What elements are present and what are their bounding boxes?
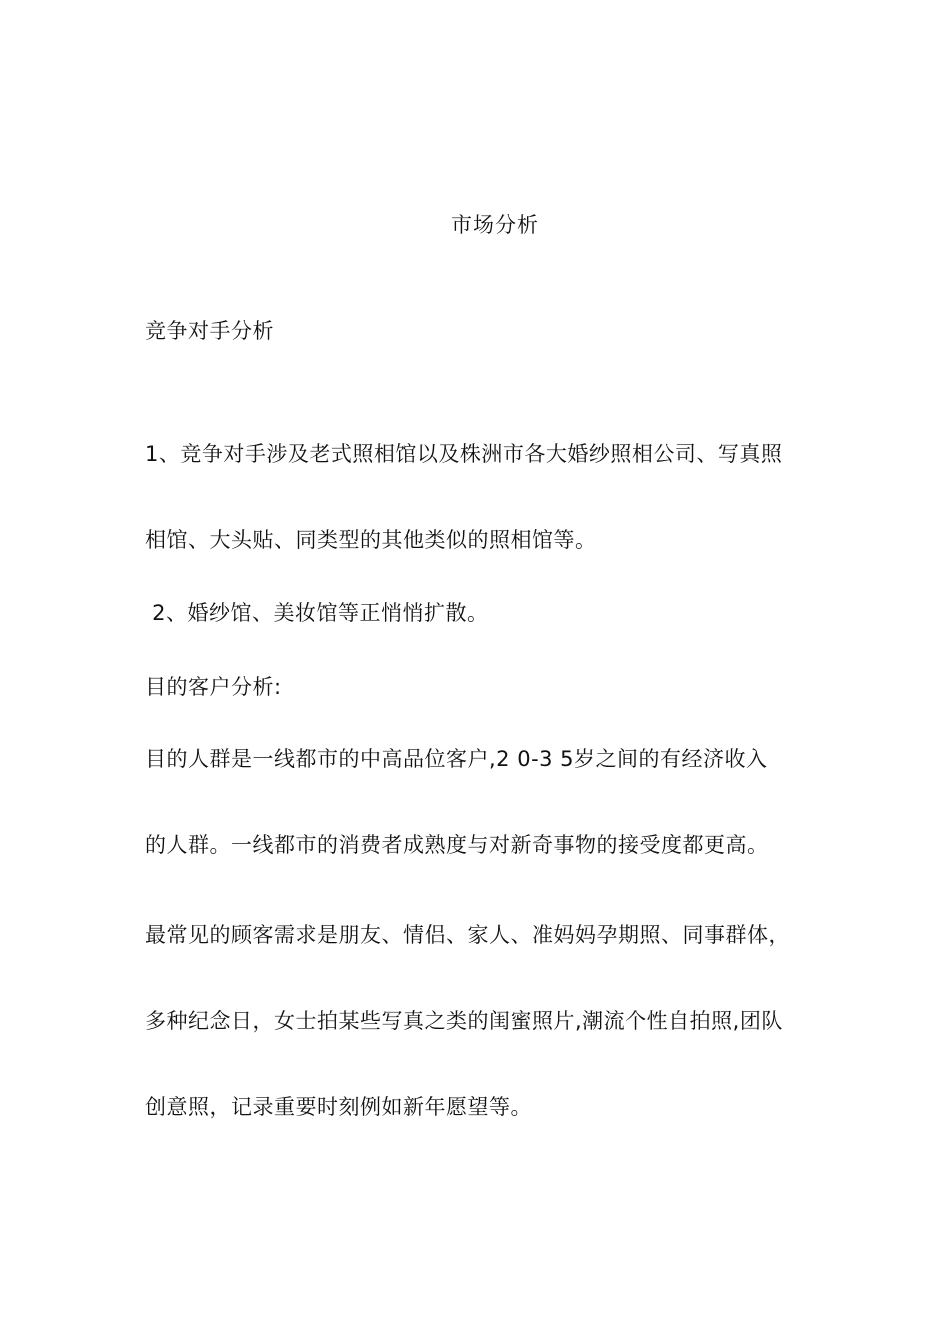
competitor-item-1-line-1: 1、竞争对手涉及老式照相馆以及株洲市各大婚纱照相公司、写真照 (145, 442, 783, 466)
page-title: 市场分析 (451, 213, 539, 237)
customer-heading: 目的客户分析: (145, 675, 282, 699)
customer-paragraph-2-line-1: 最常见的顾客需求是朋友、情侣、家人、准妈妈孕期照、同事群体， (145, 923, 790, 947)
customer-paragraph-1-line-2: 的人群。一线都市的消费者成熟度与对新奇事物的接受度都更高。 (145, 833, 769, 857)
customer-paragraph-2-line-3: 创意照，记录重要时刻例如新年愿望等。 (145, 1095, 532, 1119)
competitor-heading: 竞争对手分析 (145, 319, 274, 343)
customer-paragraph-2-line-2: 多种纪念日，女士拍某些写真之类的闺蜜照片,潮流个性自拍照,团队 (145, 1009, 783, 1033)
competitor-item-2: 2、婚纱馆、美妆馆等正悄悄扩散。 (145, 601, 489, 625)
customer-paragraph-1-line-1: 目的人群是一线都市的中高品位客户,2 0-3 5岁之间的有经济收入 (145, 747, 768, 771)
competitor-item-1-line-2: 相馆、大头贴、同类型的其他类似的照相馆等。 (145, 528, 597, 552)
